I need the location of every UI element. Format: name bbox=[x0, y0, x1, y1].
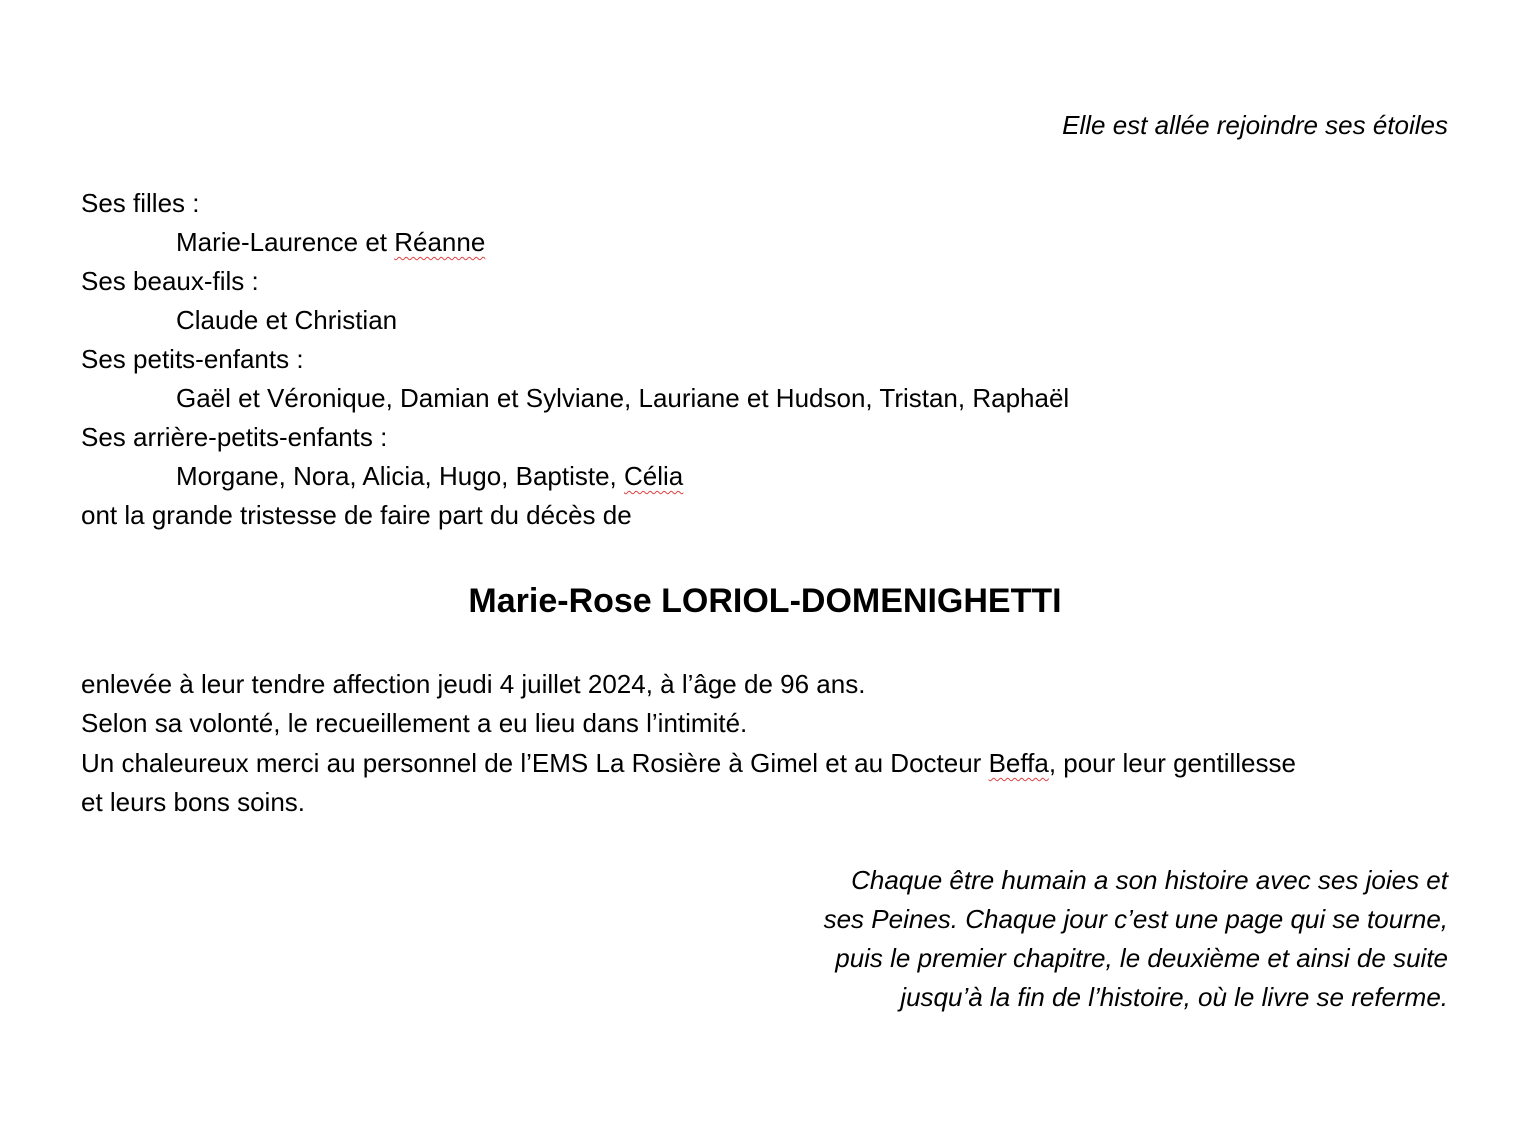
body-line-1: enlevée à leur tendre affection jeudi 4 juillet 2024, à l’âge de 96 ans. bbox=[81, 669, 866, 699]
family-label-sons-in-law: Ses beaux-fils : bbox=[81, 266, 259, 296]
family-members-grandchildren: Gaël et Véronique, Damian et Sylviane, Lauriane et Hudson, Tristan, Raphaël bbox=[176, 383, 1070, 413]
closing-quote-line: puis le premier chapitre, le deuxième et ainsi de suite bbox=[835, 943, 1448, 973]
family-members-sons-in-law: Claude et Christian bbox=[176, 305, 398, 335]
family-members-great-grandchildren bbox=[176, 457, 683, 496]
closing-quote-line: jusqu’à la fin de l’histoire, où le livre se referme. bbox=[900, 982, 1448, 1012]
family-label-daughters: Ses filles : bbox=[81, 188, 200, 218]
body-line-2: Selon sa volonté, le recueillement a eu lieu dans l’intimité. bbox=[81, 708, 748, 738]
closing-quote-line: Chaque être humain a son histoire avec ses joies et bbox=[851, 865, 1448, 895]
members-text: Morgane, Nora, Alicia, Hugo, Baptiste, bbox=[176, 461, 625, 491]
epigraph bbox=[1062, 106, 1448, 145]
spellcheck-flagged-word: Réanne bbox=[394, 227, 486, 257]
spellcheck-flagged-word: Célia bbox=[624, 461, 684, 491]
body-line-4: et leurs bons soins. bbox=[81, 787, 306, 817]
announcement-text: ont la grande tristesse de faire part du décès de bbox=[81, 500, 632, 530]
deceased-name: Marie-Rose LORIOL-DOMENIGHETTI bbox=[468, 582, 1062, 620]
family-label-great-grandchildren: Ses arrière-petits-enfants : bbox=[81, 422, 388, 452]
spellcheck-flagged-word: Beffa bbox=[988, 748, 1049, 778]
epigraph-text: Elle est allée rejoindre ses étoiles bbox=[1062, 110, 1448, 140]
body-line-3 bbox=[81, 744, 1296, 783]
body-text: , pour leur gentillesse bbox=[1048, 748, 1296, 778]
family-members-daughters bbox=[176, 223, 485, 262]
closing-quote bbox=[824, 861, 1448, 1017]
body-text: Un chaleureux merci au personnel de l’EMS La Rosière à Gimel et au Docteur bbox=[81, 748, 989, 778]
family-label-grandchildren: Ses petits-enfants : bbox=[81, 344, 304, 374]
closing-quote-line: ses Peines. Chaque jour c’est une page qui se tourne, bbox=[823, 904, 1448, 934]
members-text: Marie-Laurence et bbox=[176, 227, 395, 257]
